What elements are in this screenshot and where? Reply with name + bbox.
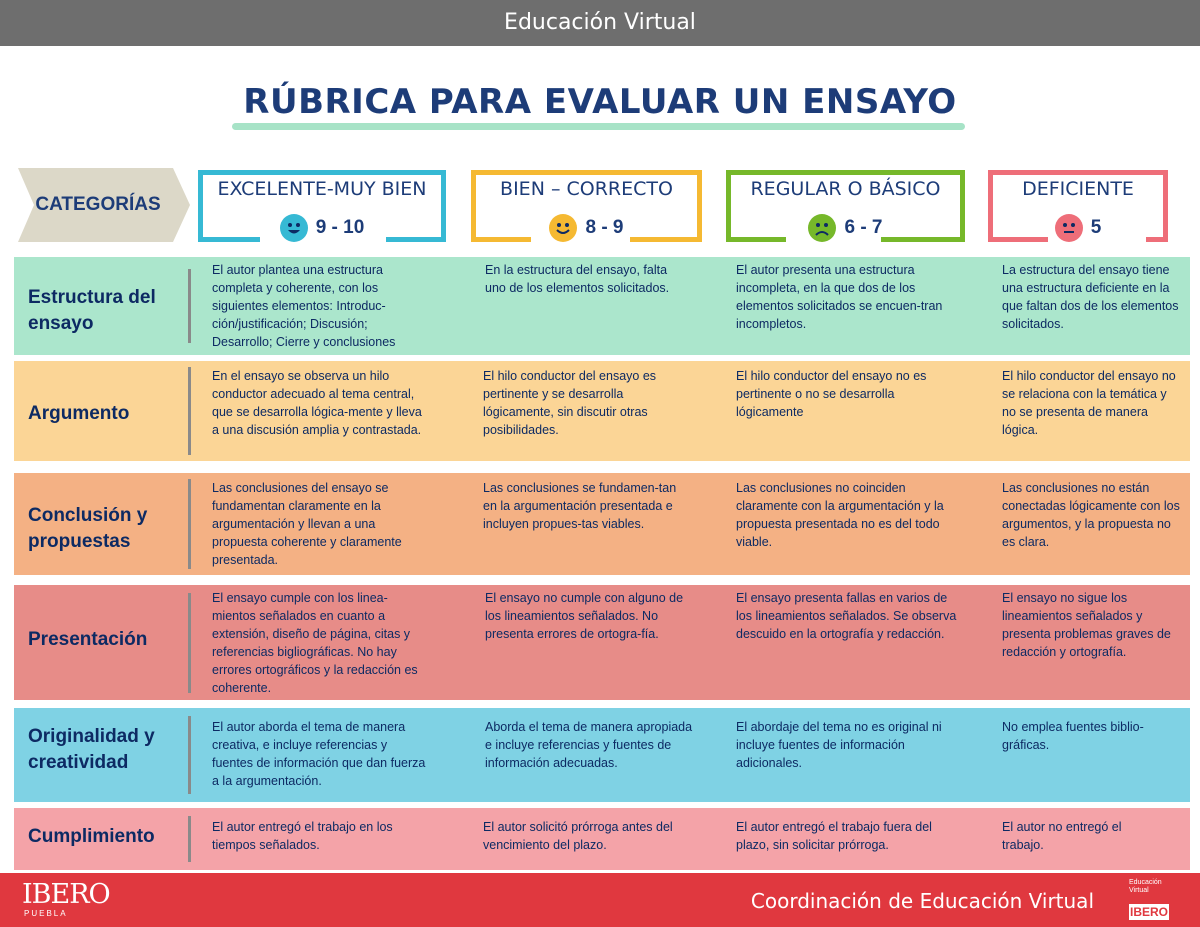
rubric-cell: En la estructura del ensayo, falta uno de los elementos solicitados. — [485, 263, 670, 295]
badge-logo: IBERO — [1129, 905, 1168, 919]
categories-label: CATEGORÍAS — [35, 194, 161, 215]
rubric-cell: Aborda el tema de manera apropiada e incluye referencias y fuentes de información adecuadas. — [485, 720, 693, 770]
rubric-cell: El autor entregó el trabajo en los tiempos señalados. — [212, 820, 393, 852]
rubric-cell: El hilo conductor del ensayo es pertinente y se desarrolla lógicamente, sin discutir otras posibilidades. — [483, 369, 657, 437]
educacion-virtual-badge — [1125, 877, 1175, 923]
rubric-cell: El ensayo no sigue los lineamientos señalados y presenta problemas graves de redacción y ortografía. — [1002, 591, 1171, 659]
rubric-row-presentacion — [14, 585, 1190, 700]
rubric-cell: Las conclusiones se fundamen-tan en la argumentación presentada e incluyen propues-tas viables. — [483, 481, 677, 531]
level-header-bien — [471, 170, 702, 242]
level-score: 6 - 7 — [844, 217, 883, 238]
level-header-deficiente — [988, 170, 1168, 242]
rubric-cell: El autor no entregó el trabajo. — [1002, 820, 1122, 852]
row-name: Cumplimiento — [28, 826, 155, 847]
rubric-cell: El autor solicitó prórroga antes del vencimiento del plazo. — [483, 820, 673, 852]
smile-face-icon — [549, 214, 577, 242]
level-name: BIEN – CORRECTO — [500, 178, 673, 200]
level-header-regular — [726, 170, 965, 242]
rubric-row-originalidad — [14, 708, 1190, 802]
neutral-face-icon — [1055, 214, 1083, 242]
rubric-cell: El autor aborda el tema de manera creativa, e incluye referencias y fuentes de información que dan fuerza a la argumentación. — [212, 720, 426, 788]
ibero-logo-subtitle: PUEBLA — [24, 909, 68, 918]
rubric-cell: El ensayo cumple con los linea-mientos señalados en cuanto a extensión, diseño de página, citas y referencias bigliográficas. No hay errores ortográficos y la redacción es coherente. — [212, 591, 418, 695]
level-score: 9 - 10 — [315, 217, 365, 238]
rubric-cell: El autor plantea una estructura completa y coherente, con los siguientes elementos: Introduc-ción/justificación; Discusión; Desarrollo; Cierre y conclusiones — [212, 263, 396, 349]
level-name: DEFICIENTE — [1022, 178, 1134, 200]
rubric-cell: El hilo conductor del ensayo no se relaciona con la temática y no se presenta de manera lógica. — [1002, 369, 1176, 437]
coordination-label: Coordinación de Educación Virtual — [750, 889, 1094, 913]
rubric-cell: No emplea fuentes biblio-gráficas. — [1002, 720, 1144, 752]
ibero-logo: IBERO — [22, 879, 110, 910]
rubric-cell: El ensayo no cumple con alguno de los lineamientos señalados. No presenta errores de ortogra-fía. — [485, 591, 684, 641]
row-separator — [188, 816, 191, 862]
rubric-row-conclusion — [14, 473, 1190, 575]
page-title: RÚBRICA PARA EVALUAR UN ENSAYO — [243, 82, 957, 122]
level-name: EXCELENTE-MUY BIEN — [217, 178, 427, 200]
rubric-cell: El hilo conductor del ensayo no es pertinente o no se desarrolla lógicamente — [736, 369, 927, 419]
row-separator — [188, 269, 191, 343]
rubric-cell: La estructura del ensayo tiene una estructura deficiente en la que faltan dos de los elementos solicitados. — [1002, 263, 1179, 331]
rubric-cell: El autor entregó el trabajo fuera del plazo, sin solicitar prórroga. — [736, 820, 932, 852]
happy-face-icon — [280, 214, 308, 242]
level-score: 5 — [1090, 217, 1102, 238]
sad-face-icon — [808, 214, 836, 242]
rubric-cell: En el ensayo se observa un hilo conductor adecuado al tema central, que se desarrolla lógica-mente y lleva a una discusión amplia y contrastada. — [212, 369, 422, 437]
row-name: Argumento — [28, 403, 130, 424]
row-name: Conclusión y propuestas — [28, 505, 148, 552]
rubric-row-argumento — [14, 361, 1190, 461]
rubric-cell: Las conclusiones del ensayo se fundamentan claramente en la argumentación y llevan a una propuesta coherente y claramente presentada. — [212, 481, 402, 567]
header-title: Educación Virtual — [504, 10, 696, 35]
rubric-cell: Las conclusiones no están conectadas lógicamente con los argumentos, y la propuesta no es clara. — [1002, 481, 1180, 549]
level-name: REGULAR O BÁSICO — [750, 178, 941, 200]
level-header-excelente — [198, 170, 446, 242]
row-separator — [188, 593, 191, 693]
row-name: Presentación — [28, 629, 148, 650]
badge-text: Educación Virtual — [1129, 879, 1162, 894]
rubric-cell: El ensayo presenta fallas en varios de los lineamientos señalados. Se observa descuido en la ortografía y redacción. — [736, 591, 957, 641]
row-separator — [188, 716, 191, 794]
footer-bar — [0, 873, 1200, 927]
row-separator — [188, 479, 191, 569]
level-score: 8 - 9 — [585, 217, 624, 238]
row-separator — [188, 367, 191, 455]
rubric-row-cumplimiento — [14, 808, 1190, 870]
title-underline — [232, 123, 965, 130]
row-name: Originalidad y creatividad — [28, 726, 155, 773]
rubric-cell: El autor presenta una estructura incompleta, en la que dos de los elementos solicitados se encuen-tran incompletos. — [736, 263, 943, 331]
rubric-row-estructura — [14, 257, 1190, 355]
row-name: Estructura del ensayo — [28, 287, 156, 334]
rubric-cell: Las conclusiones no coinciden claramente con la argumentación y la propuesta presentada no es del todo viable. — [736, 481, 944, 549]
top-header-bar — [0, 0, 1200, 46]
rubric-cell: El abordaje del tema no es original ni incluye fuentes de información adicionales. — [736, 720, 942, 770]
